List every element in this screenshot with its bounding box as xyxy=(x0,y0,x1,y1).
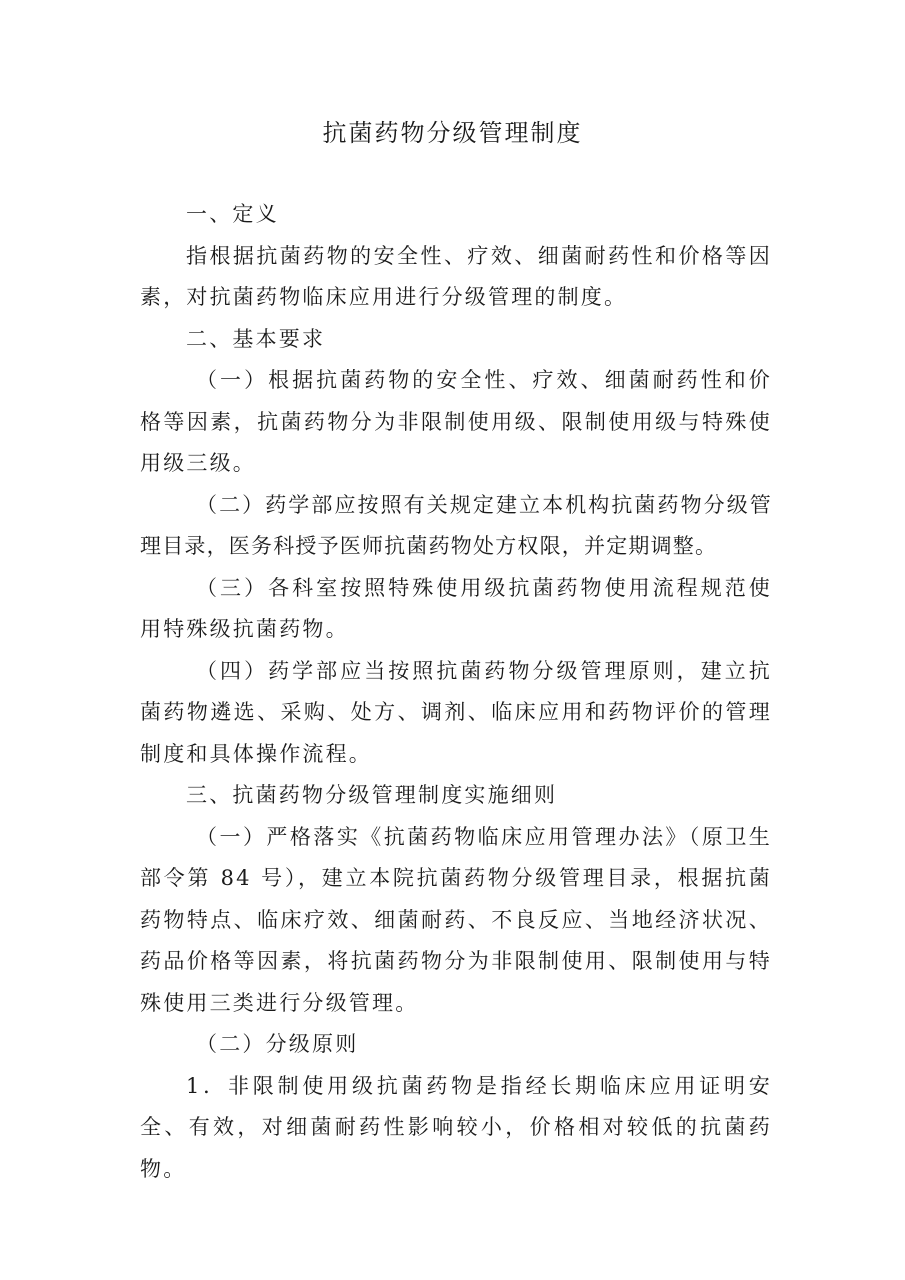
document-title: 抗菌药物分级管理制度 xyxy=(322,119,583,147)
paragraph-requirement-3: （三）各科室按照特殊使用级抗菌药物使用流程规范使用特殊级抗菌药物。 xyxy=(140,575,772,641)
document-body xyxy=(140,194,772,1190)
paragraph-definition: 指根据抗菌药物的安全性、疗效、细菌耐药性和价格等因素，对抗菌药物临床应用进行分级管理的制度。 xyxy=(140,243,772,309)
paragraph-requirement-2: （二）药学部应按照有关规定建立本机构抗菌药物分级管理目录，医务科授予医师抗菌药物处方权限，并定期调整。 xyxy=(140,492,772,558)
paragraph-principle-1: 1．非限制使用级抗菌药物是指经长期临床应用证明安全、有效，对细菌耐药性影响较小，价格相对较低的抗菌药物。 xyxy=(140,1073,772,1181)
section-heading-implementation: 三、抗菌药物分级管理制度实施细则 xyxy=(186,783,558,807)
section-heading-definition: 一、定义 xyxy=(186,202,279,226)
paragraph-requirement-1: （一）根据抗菌药物的安全性、疗效、细菌耐药性和价格等因素，抗菌药物分为非限制使用级、限制使用级与特殊使用级三级。 xyxy=(140,368,772,475)
section-heading-basic-requirements: 二、基本要求 xyxy=(186,326,326,351)
paragraph-implementation-1: （一）严格落实《抗菌药物临床应用管理办法》（原卫生部令第 84 号），建立本院抗菌药物分级管理目录，根据抗菌药物特点、临床疗效、细菌耐药、不良反应、当地经济状况、药品价格等因素，将抗菌药物分为非限制使用、限制使用与特殊使用三类进行分级管理。 xyxy=(140,824,772,1015)
subheading-classification-principles: （二）分级原则 xyxy=(196,1032,359,1056)
paragraph-requirement-4: （四）药学部应当按照抗菌药物分级管理原则，建立抗菌药物遴选、采购、处方、调剂、临床应用和药物评价的管理制度和具体操作流程。 xyxy=(140,658,772,766)
